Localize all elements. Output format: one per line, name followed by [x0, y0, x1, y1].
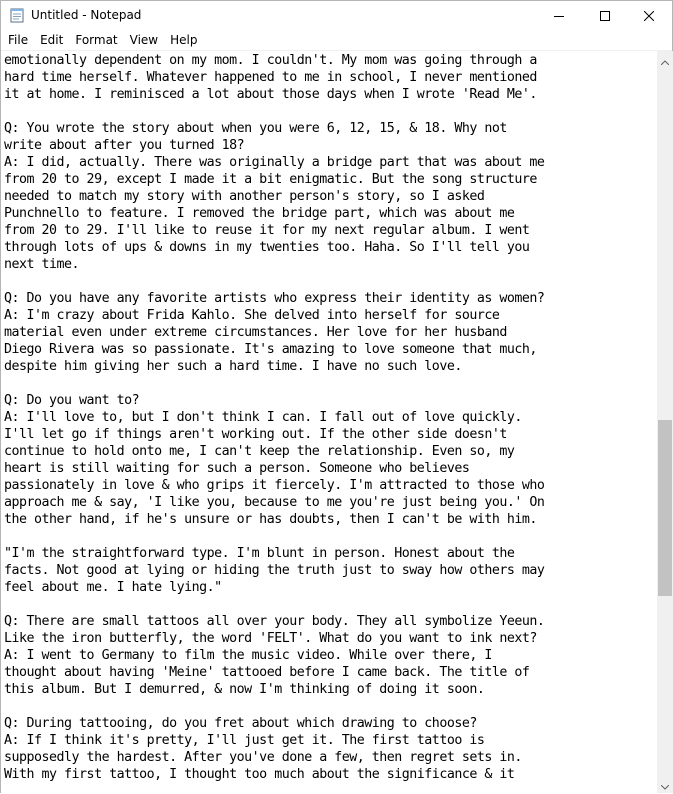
text-line: facts. Not good at lying or hiding the truth just to sway how others may [4, 563, 545, 578]
text-line: I'll let go if things aren't working out. If the other side doesn't [4, 427, 507, 442]
scroll-up-button[interactable] [657, 51, 673, 68]
vertical-scrollbar[interactable] [657, 51, 673, 793]
text-line: from 20 to 29, except I made it a bit enigmatic. But the song structure [4, 172, 537, 187]
scroll-down-button[interactable] [657, 776, 673, 793]
text-line: Diego Rivera was so passionate. It's amazing to love someone that much, [4, 342, 537, 357]
text-line: this album. But I demurred, & now I'm thinking of doing it soon. [4, 682, 485, 697]
text-line: A: I did, actually. There was originally a bridge part that was about me [4, 155, 545, 170]
text-line: from 20 to 29. I'll like to reuse it for my next regular album. I went [4, 223, 530, 238]
text-line: Q: Do you want to? [4, 393, 140, 408]
menu-help[interactable]: Help [170, 33, 198, 47]
text-line: Like the iron butterfly, the word 'FELT'. What do you want to ink next? [4, 631, 537, 646]
text-line: A: If I think it's pretty, I'll just get it. The first tattoo is [4, 733, 485, 748]
menu-bar [1, 30, 672, 51]
text-line: the other hand, if he's unsure or has doubts, then I can't be with him. [4, 512, 537, 527]
close-icon [644, 6, 654, 25]
text-editor-area[interactable] [1, 51, 657, 793]
text-line: through lots of ups & downs in my twenties too. Haha. So I'll tell you [4, 240, 530, 255]
text-line: passionately in love & who grips it fiercely. I'm attracted to those who [4, 478, 545, 493]
text-line: Q: There are small tattoos all over your body. They all symbolize Yeeun. [4, 614, 545, 629]
text-line: approach me & say, 'I like you, because to me you're just being you.' On [4, 495, 545, 510]
text-line: it at home. I reminisced a lot about those days when I wrote 'Read Me'. [4, 87, 537, 102]
scrollbar-thumb[interactable] [658, 420, 672, 596]
menu-view[interactable]: View [129, 33, 159, 47]
close-button[interactable] [626, 1, 672, 30]
chevron-down-icon [661, 775, 669, 794]
text-line: write about after you turned 18? [4, 138, 245, 153]
text-line: despite him giving her such a hard time. I have no such love. [4, 359, 462, 374]
text-line: With my first tattoo, I thought too much about the significance & it [4, 767, 515, 782]
chevron-up-icon [661, 50, 669, 69]
text-line: needed to match my story with another person's story, so I asked [4, 189, 485, 204]
text-line: A: I'm crazy about Frida Kahlo. She delved into herself for source [4, 308, 500, 323]
menu-edit[interactable]: Edit [40, 33, 64, 47]
menu-format[interactable]: Format [75, 33, 118, 47]
window-title: Untitled - Notepad [31, 8, 142, 22]
text-line: Q: Do you have any favorite artists who express their identity as women? [4, 291, 545, 306]
text-line: continue to hold onto me, I can't keep the relationship. Even so, my [4, 444, 515, 459]
text-line: supposedly the hardest. After you've done a few, then regret sets in. [4, 750, 522, 765]
text-line: hard time herself. Whatever happened to me in school, I never mentioned [4, 70, 537, 85]
minimize-button[interactable] [536, 1, 582, 30]
maximize-button[interactable] [582, 1, 628, 30]
text-line: material even under extreme circumstances. Her love for her husband [4, 325, 507, 340]
text-line: feel about me. I hate lying." [4, 580, 222, 595]
text-line: heart is still waiting for such a person. Someone who believes [4, 461, 470, 476]
minimize-icon [554, 6, 564, 25]
text-line: "I'm the straightforward type. I'm blunt in person. Honest about the [4, 546, 515, 561]
text-line: Q: During tattooing, do you fret about which drawing to choose? [4, 716, 477, 731]
document-text[interactable] [1, 52, 657, 783]
menu-file[interactable]: File [8, 33, 29, 47]
text-line: thought about having 'Meine' tattooed before I came back. The title of [4, 665, 530, 680]
text-line: Punchnello to feature. I removed the bridge part, which was about me [4, 206, 515, 221]
text-line: Q: You wrote the story about when you were 6, 12, 15, & 18. Why not [4, 121, 507, 136]
text-line: A: I went to Germany to film the music video. While over there, I [4, 648, 492, 663]
maximize-icon [600, 6, 610, 25]
title-bar[interactable] [1, 1, 672, 30]
text-line: emotionally dependent on my mom. I couldn't. My mom was going through a [4, 53, 537, 68]
text-line: A: I'll love to, but I don't think I can. I fall out of love quickly. [4, 410, 522, 425]
text-line: next time. [4, 257, 80, 272]
notepad-app-icon [10, 7, 24, 23]
